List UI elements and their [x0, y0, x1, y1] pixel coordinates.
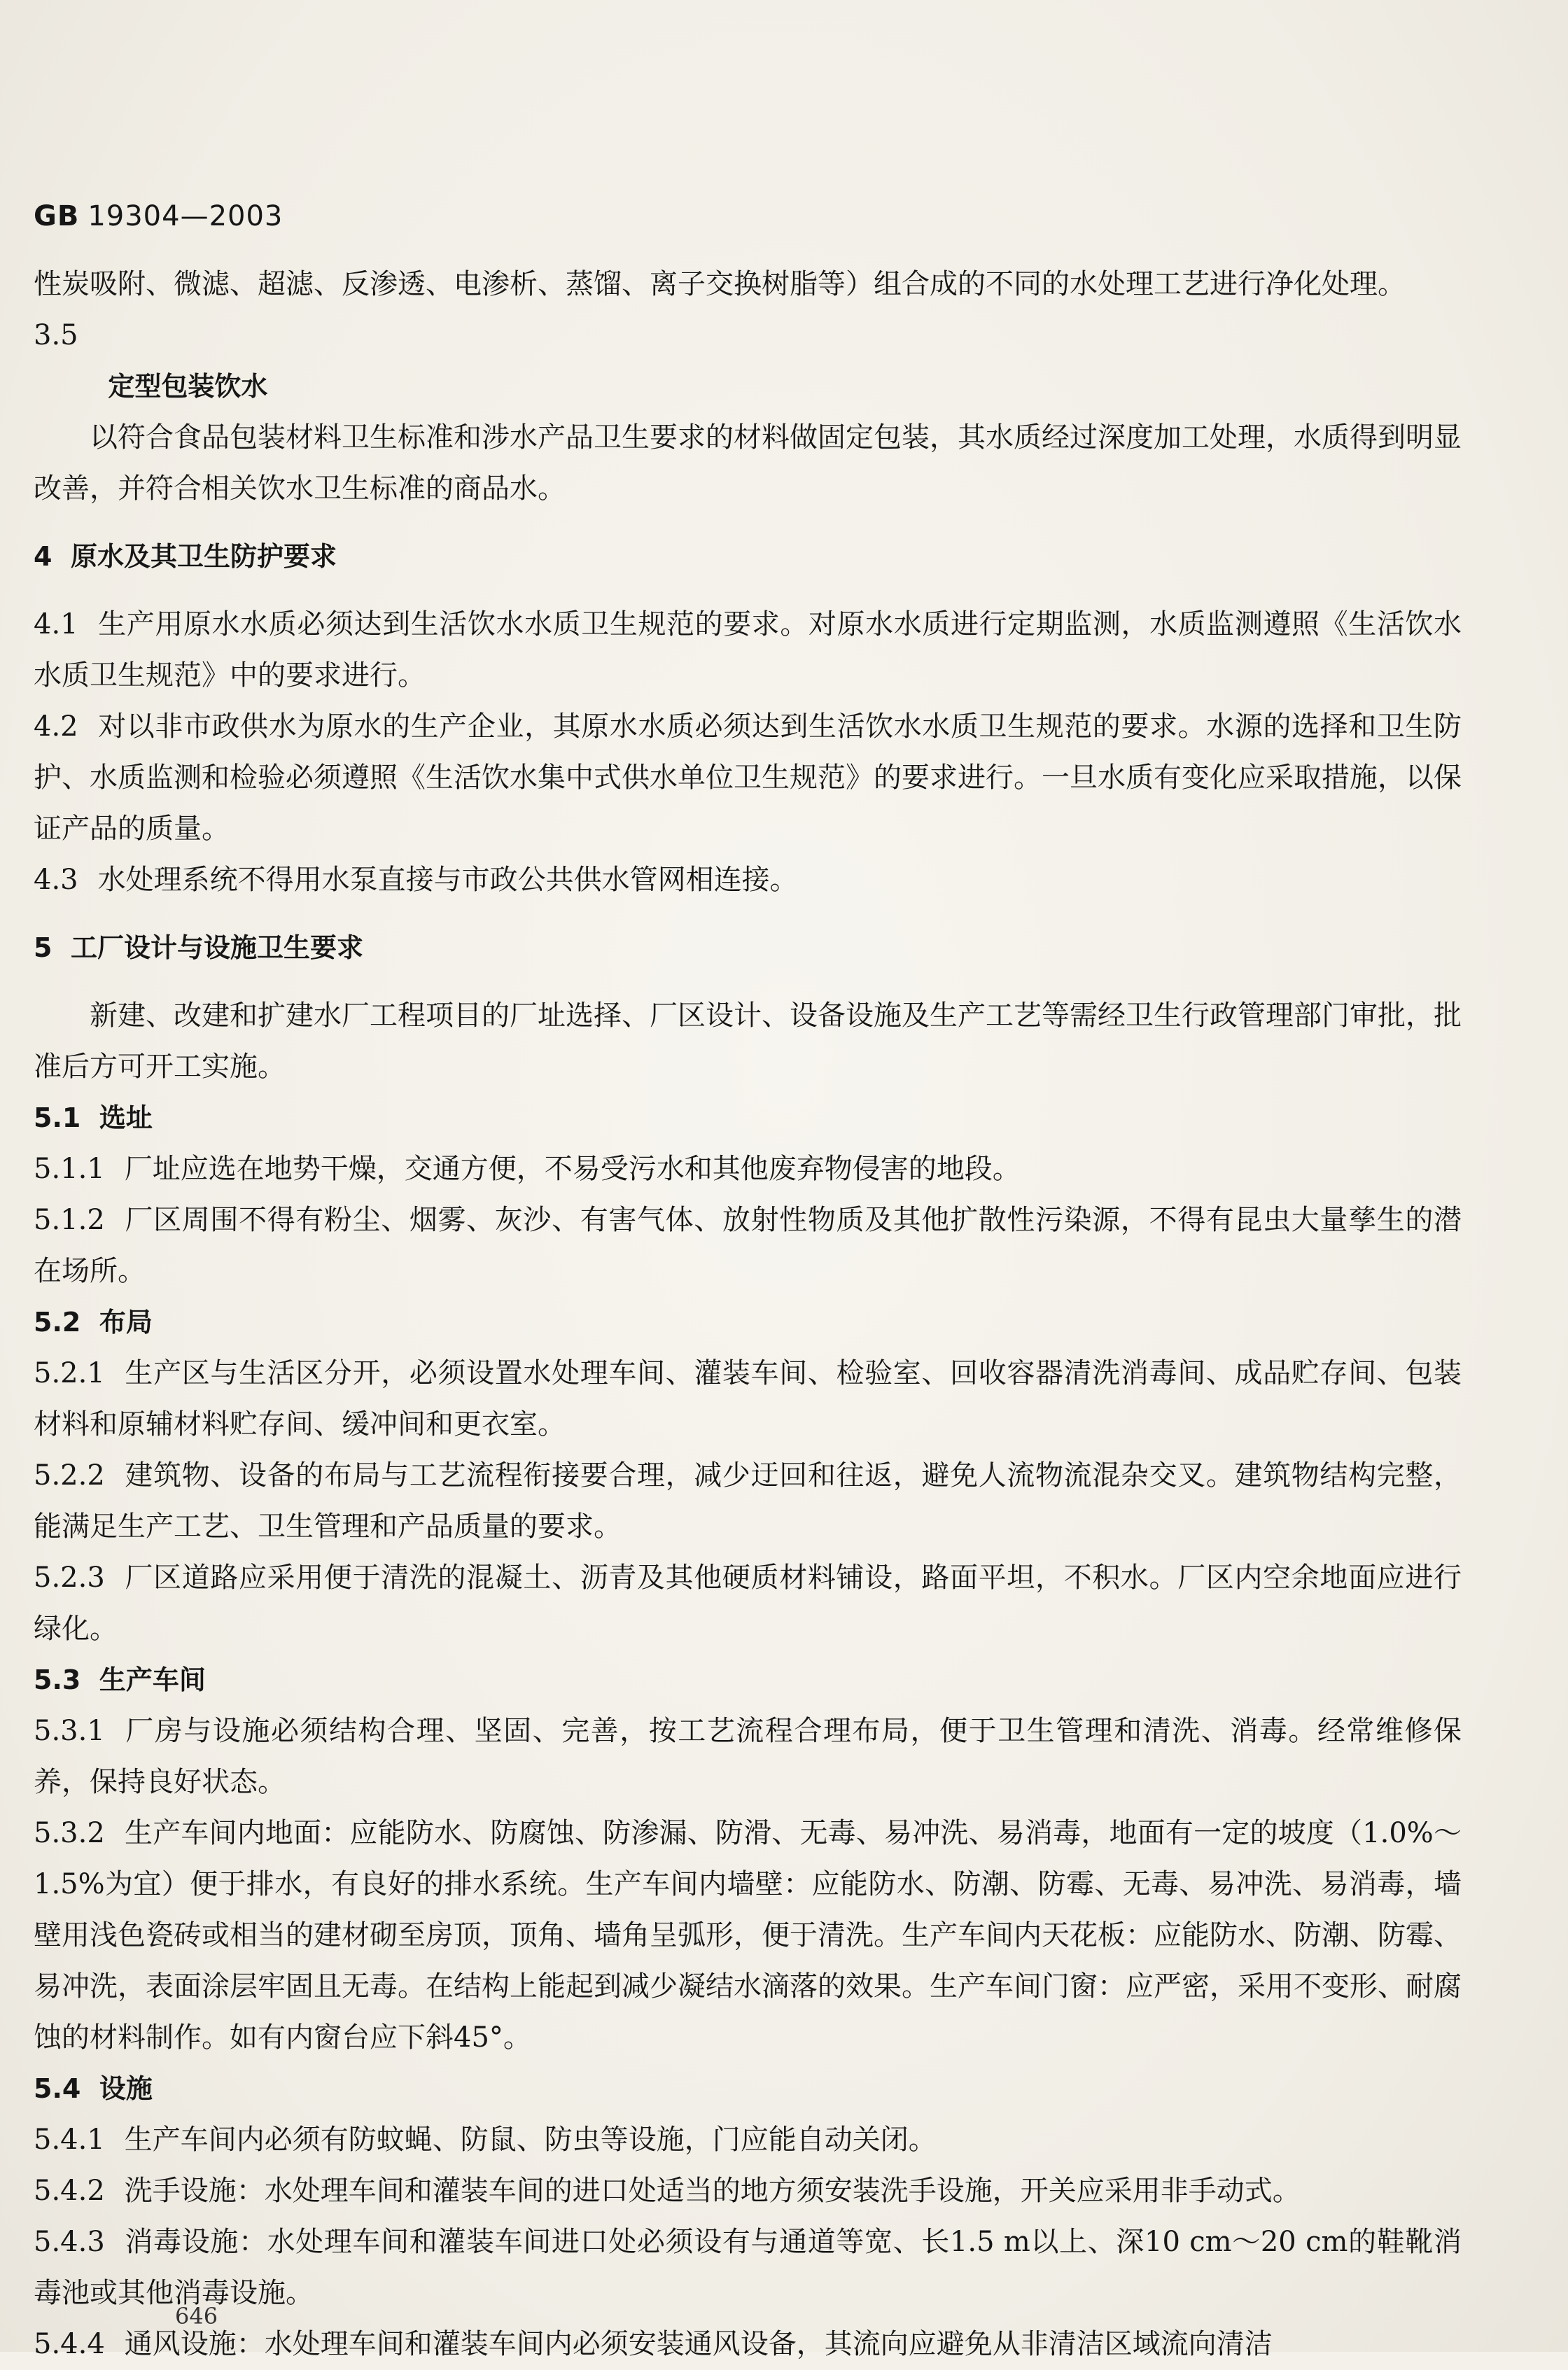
clause-number: 5.3.1 [34, 1715, 105, 1747]
section-title: 原水及其卫生防护要求 [71, 541, 337, 572]
standard-prefix: GB [34, 200, 80, 232]
document-body [34, 259, 1462, 2370]
subsection-number: 5.4 [34, 2073, 81, 2104]
clause-number: 4.3 [34, 864, 78, 896]
clause-text: 厂址应选在地势干燥，交通方便，不易受污水和其他废弃物侵害的地段。 [124, 1153, 1021, 1185]
clause-5-4-1 [34, 2115, 1462, 2166]
clause-5-1-2 [34, 1195, 1462, 1297]
clause-text: 厂区道路应采用便于清洗的混凝土、沥青及其他硬质材料铺设，路面平坦，不积水。厂区内空余地面应进行绿化。 [34, 1562, 1462, 1645]
subsection-number: 5.2 [34, 1307, 81, 1338]
clause-4-3 [34, 855, 1462, 906]
clause-5-2-1 [34, 1348, 1462, 1450]
clause-number: 5.2.1 [34, 1357, 105, 1389]
subsection-5-1-heading [34, 1093, 1462, 1144]
clause-number: 5.3.2 [34, 1817, 105, 1849]
term-definition: 以符合食品包装材料卫生标准和涉水产品卫生要求的材料做固定包装，其水质经过深度加工处理，水质得到明显改善，并符合相关饮水卫生标准的商品水。 [34, 421, 1462, 505]
clause-text: 水处理系统不得用水泵直接与市政公共供水管网相连接。 [97, 864, 798, 896]
paragraph-continued: 性炭吸附、微滤、超滤、反渗透、电渗析、蒸馏、离子交换树脂等）组合成的不同的水处理工艺进行净化处理。 [34, 268, 1406, 300]
subsection-title: 生产车间 [99, 1664, 206, 1695]
subsection-title: 布局 [99, 1307, 153, 1338]
clause-text: 生产车间内必须有防蚊蝇、防鼠、防虫等设施，门应能自动关闭。 [124, 2124, 937, 2156]
subsection-title: 设施 [99, 2073, 153, 2104]
clause-text: 生产车间内地面：应能防水、防腐蚀、防渗漏、防滑、无毒、易冲洗、易消毒，地面有一定的坡度（1.0%～1.5%为宜）便于排水，有良好的排水系统。生产车间内墙壁：应能防水、防潮、防霉、无毒、易冲洗、易消毒，墙壁用浅色瓷砖或相当的建材砌至房顶，顶角、墙角呈弧形，便于清洗。生产车间内天花板：应能防水、防潮、防霉、易冲洗，表面涂层牢固且无毒。在结构上能起到减少凝结水滴落的效果。生产车间门窗：应严密，采用不变形、耐腐蚀的材料制作。如有内窗台应下斜45°。 [34, 1817, 1462, 2054]
clause-number: 5.4.2 [34, 2175, 105, 2207]
section-5-heading [34, 923, 1462, 974]
clause-5-4-4 [34, 2319, 1462, 2370]
clause-number: 5.1.2 [34, 1204, 105, 1236]
clause-number: 5.1.1 [34, 1153, 105, 1185]
clause-text: 消毒设施：水处理车间和灌装车间进口处必须设有与通道等宽、长1.5 m以上、深10 cm～20 cm的鞋靴消毒池或其他消毒设施。 [34, 2226, 1462, 2309]
clause-number: 4.2 [34, 710, 78, 743]
clause-number: 5.2.2 [34, 1459, 105, 1492]
subsection-number: 5.3 [34, 1664, 81, 1695]
clause-number: 5.4.3 [34, 2226, 105, 2258]
clause-number: 5.4.4 [34, 2328, 105, 2360]
section-title: 工厂设计与设施卫生要求 [71, 932, 364, 963]
clause-5-4-2 [34, 2166, 1462, 2217]
clause-text: 洗手设施：水处理车间和灌装车间的进口处适当的地方须安装洗手设施，开关应采用非手动式。 [124, 2175, 1301, 2207]
clause-text: 厂房与设施必须结构合理、坚固、完善，按工艺流程合理布局，便于卫生管理和清洗、消毒。经常维修保养，保持良好状态。 [34, 1715, 1462, 1798]
clause-text: 建筑物、设备的布局与工艺流程衔接要合理，减少迂回和往返，避免人流物流混杂交叉。建筑物结构完整，能满足生产工艺、卫生管理和产品质量的要求。 [34, 1459, 1462, 1543]
clause-5-2-3 [34, 1552, 1462, 1655]
section-4-heading [34, 531, 1462, 582]
subsection-5-3-heading [34, 1655, 1462, 1706]
clause-number: 5.4.1 [34, 2124, 105, 2156]
clause-5-4-3 [34, 2217, 1462, 2319]
clause-text: 通风设施：水处理车间和灌装车间内必须安装通风设备，其流向应避免从非清洁区域流向清洁 [124, 2328, 1273, 2360]
subsection-5-2-heading [34, 1297, 1462, 1348]
clause-text: 厂区周围不得有粉尘、烟雾、灰沙、有害气体、放射性物质及其他扩散性污染源，不得有昆虫大量孳生的潜在场所。 [34, 1204, 1462, 1287]
page-number: 646 [175, 2303, 218, 2329]
section-number: 4 [34, 541, 52, 572]
subsection-number: 5.1 [34, 1102, 81, 1133]
clause-5-2-2 [34, 1450, 1462, 1552]
clause-4-2 [34, 701, 1462, 855]
section-number: 5 [34, 932, 52, 963]
clause-4-1 [34, 599, 1462, 701]
clause-text: 生产区与生活区分开，必须设置水处理车间、灌装车间、检验室、回收容器清洗消毒间、成品贮存间、包装材料和原辅材料贮存间、缓冲间和更衣室。 [34, 1357, 1462, 1440]
clause-5-3-1 [34, 1706, 1462, 1808]
clause-number: 5.2.3 [34, 1562, 105, 1594]
subsection-title: 选址 [99, 1102, 153, 1133]
term-heading: 定型包装饮水 [108, 371, 268, 402]
page-header [34, 200, 283, 232]
subsection-5-4-heading [34, 2063, 1462, 2115]
clause-number-3-5: 3.5 [34, 319, 78, 351]
clause-text: 生产用原水水质必须达到生活饮水水质卫生规范的要求。对原水水质进行定期监测，水质监测遵照《生活饮水水质卫生规范》中的要求进行。 [34, 608, 1462, 692]
clause-5-3-2 [34, 1808, 1462, 2063]
clause-text: 对以非市政供水为原水的生产企业，其原水水质必须达到生活饮水水质卫生规范的要求。水源的选择和卫生防护、水质监测和检验必须遵照《生活饮水集中式供水单位卫生规范》的要求进行。一旦水质有变化应采取措施，以保证产品的质量。 [34, 710, 1462, 845]
standard-number: 19304—2003 [88, 200, 284, 232]
clause-5-1-1 [34, 1144, 1462, 1195]
clause-number: 4.1 [34, 608, 78, 640]
section-5-intro: 新建、改建和扩建水厂工程项目的厂址选择、厂区设计、设备设施及生产工艺等需经卫生行政管理部门审批，批准后方可开工实施。 [34, 1000, 1462, 1083]
